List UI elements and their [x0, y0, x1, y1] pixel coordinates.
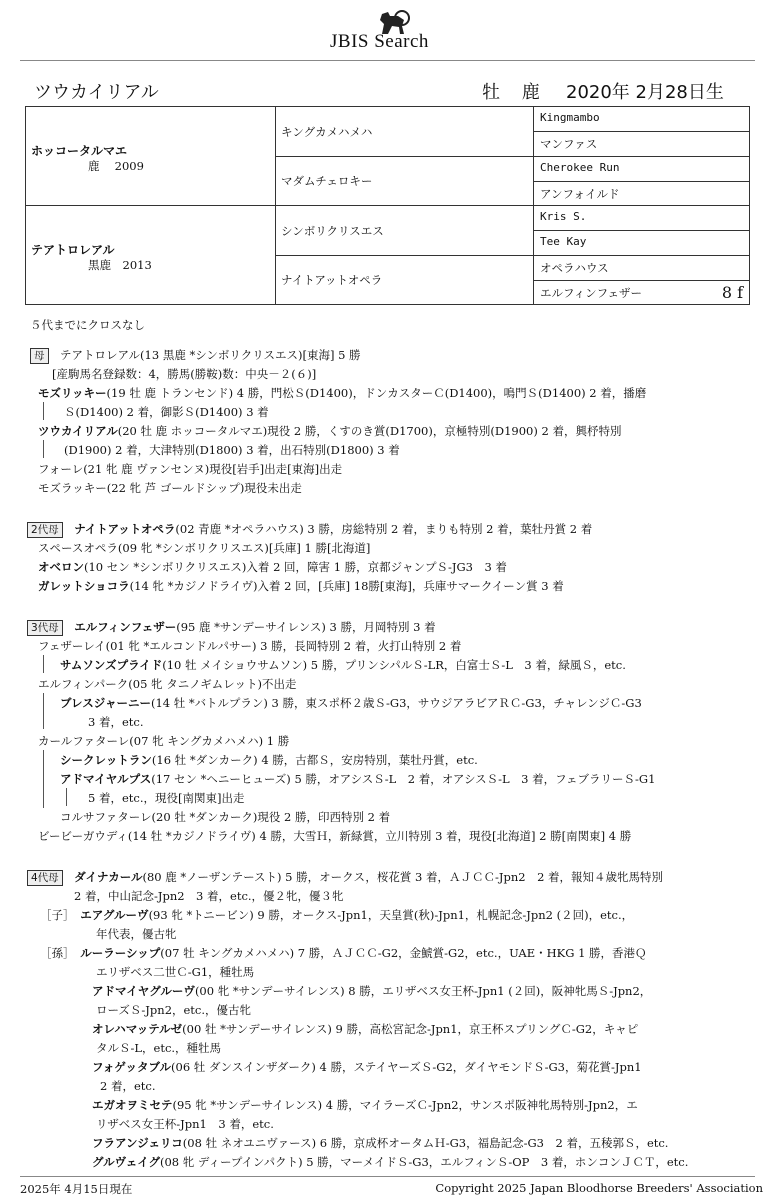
ssd-name[interactable]: マンファス	[540, 137, 598, 151]
generation-label: 4代母	[27, 870, 63, 886]
ss-name[interactable]: キングカメハメハ	[281, 125, 373, 139]
family-line	[96, 1115, 274, 1134]
horse-link[interactable]: ガレットショコラ	[38, 579, 130, 593]
family-line	[27, 618, 436, 637]
family-line	[96, 925, 177, 944]
family-line	[60, 694, 642, 713]
family-line	[38, 675, 297, 694]
family-line	[96, 1001, 251, 1020]
horse-link[interactable]: アドマイヤグルーヴ	[92, 984, 195, 998]
relation-label: ［孫］	[40, 946, 69, 960]
horse-record: (06 牡 ダンスインザダーク) 4 勝，ステイヤーズＳ-G2，ダイヤモンドＳ-G3，菊花賞-Jpn1	[171, 1060, 642, 1074]
family-line	[92, 1134, 668, 1153]
bottom-divider	[20, 1176, 755, 1177]
horse-link[interactable]: ナイトアットオペラ	[74, 522, 176, 536]
horse-record: (20 牡 鹿 ホッコータルマエ)現役 2 勝，くすのき賞(D1700)，京極特別(D1900) 2 着，興杼特別	[117, 424, 622, 438]
family-line	[38, 539, 370, 558]
horse-record: コルサファターレ(20 牡 *ダンカーク)現役 2 勝，印西特別 2 着	[60, 810, 391, 824]
family-line	[64, 403, 269, 422]
dd-name[interactable]: ナイトアットオペラ	[281, 273, 383, 287]
footer-copyright: Copyright 2025 Japan Bloodhorse Breeders' Association	[435, 1181, 763, 1195]
dam-name[interactable]: テアトロレアル	[31, 243, 115, 257]
horse-record: (14 牡 *バトルプラン) 3 勝，東スポ杯２歳Ｓ-G3，サウジアラビアＲＣ-G3，チャレンジＣ-G3	[150, 696, 642, 710]
pedigree-sd-cell	[276, 157, 534, 206]
horse-link[interactable]: モズリッキー	[38, 386, 107, 400]
pedigree-ddd-cell	[534, 281, 749, 304]
horse-link[interactable]: フラアンジェリコ	[92, 1136, 183, 1150]
family-line	[92, 982, 651, 1001]
sire-info: 鹿 2009	[88, 159, 144, 173]
horse-record: スペースオペラ(09 牝 *シンボリクリスエス)[兵庫] 1 勝[北海道]	[38, 541, 371, 555]
dam-info: 黒鹿 2013	[88, 258, 152, 272]
family-line	[92, 1058, 642, 1077]
horse-record: カールファターレ(07 牝 キングカメハメハ) 1 勝	[38, 734, 290, 748]
horse-record: Ｓ(D1400) 2 着，御影Ｓ(D1400) 3 着	[64, 405, 269, 419]
horse-name: ツウカイリアル	[34, 82, 159, 103]
horse-record: (08 牝 ディープインパクト) 5 勝，マーメイドＳ-G3，エルフィンＳ-OP 3 着，ホンコンＪＣＴ，etc.	[159, 1155, 689, 1169]
horse-link[interactable]: ツウカイリアル	[38, 424, 118, 438]
dsd-name[interactable]: Tee Kay	[540, 235, 587, 248]
generation-label: 2代母	[27, 522, 63, 538]
dds-name[interactable]: オペラハウス	[540, 261, 609, 275]
horse-record: エリザベス二世Ｃ-G1，種牡馬	[96, 965, 255, 979]
pedigree-dds-cell	[534, 256, 749, 281]
generation-label: 母	[30, 348, 49, 364]
horse-record: (95 鹿 *サンデーサイレンス) 3 勝，月岡特別 3 着	[176, 620, 436, 634]
family-line	[92, 1153, 688, 1172]
family-line	[38, 460, 342, 479]
family-line	[38, 479, 302, 498]
horse-record: フォーレ(21 牝 鹿 ヴァンセンヌ)現役[岩手]出走[東海]出走	[38, 462, 343, 476]
horse-record: (02 青鹿 *オペラハウス) 3 勝，房総特別 2 着，まりも特別 2 着，葉牡丹賞 2 着	[175, 522, 593, 536]
generation-label: 3代母	[27, 620, 63, 636]
sds-name[interactable]: Cherokee Run	[540, 161, 620, 174]
horse-record: ビービーガウディ(14 牡 *カジノドライヴ) 4 勝，大雪Ｈ，新緑賞，立川特別 3 着，現役[北海道] 2 勝[南関東] 4 勝	[38, 829, 632, 843]
horse-record: [産駒馬名登録数：4，勝馬(勝鞍)数：中央－２(６)]	[52, 367, 317, 381]
horse-link[interactable]: エルフィンフェザー	[74, 620, 177, 634]
horse-link[interactable]: ブレスジャーニー	[60, 696, 151, 710]
horse-birth-date: 2020年 2月28日生	[566, 82, 724, 103]
pedigree-sdd-cell	[534, 182, 749, 206]
horse-link[interactable]: アドマイヤルプス	[60, 772, 152, 786]
family-line	[30, 346, 361, 365]
horse-link[interactable]: サムソンズプライド	[60, 658, 163, 672]
top-divider	[20, 60, 755, 61]
horse-record: (14 牝 *カジノドライヴ)入着 2 回，[兵庫] 18勝[東海]，兵庫サマークイーン賞 3 着	[129, 579, 564, 593]
pedigree-dd-cell	[276, 256, 534, 304]
family-line	[88, 713, 144, 732]
pedigree-sire-cell	[26, 107, 276, 206]
tree-line	[43, 750, 44, 808]
sdd-name[interactable]: アンフォイルド	[540, 187, 620, 201]
sd-name[interactable]: マダムチェロキー	[281, 174, 373, 188]
horse-record: (00 牡 *サンデーサイレンス) 9 勝，高松宮記念-Jpn1，京王杯スプリングＣ-G2，キャピ	[182, 1022, 639, 1036]
horse-record: ローズＳ-Jpn2，etc.，優古牝	[96, 1003, 252, 1017]
horse-link[interactable]: ダイナカール	[74, 870, 143, 884]
horse-record: (16 牡 *ダンカーク) 4 勝，古都Ｓ，安房特別，葉牡丹賞，etc.	[151, 753, 478, 767]
horse-record: 年代表，優古牝	[96, 927, 177, 941]
family-line	[96, 1039, 221, 1058]
cross-note: ５代までにクロスなし	[30, 318, 145, 332]
family-line	[38, 732, 289, 751]
family-line	[38, 384, 646, 403]
family-line	[88, 789, 244, 808]
horse-record: 2 着，etc.	[100, 1079, 156, 1093]
horse-record: モズラッキー(22 牝 芦 ゴールドシップ)現役未出走	[38, 481, 302, 495]
horse-record: (95 牝 *サンデーサイレンス) 4 勝，マイラーズＣ-Jpn2，サンスポ阪神牝馬特別-Jpn2，エ	[172, 1098, 638, 1112]
tree-line	[43, 440, 44, 458]
horse-link[interactable]: シークレットラン	[60, 753, 152, 767]
horse-record: リザベス女王杯-Jpn1 3 着，etc.	[96, 1117, 274, 1131]
horse-record: 5 着，etc.，現役[南関東]出走	[88, 791, 245, 805]
pedigree-dsd-cell	[534, 231, 749, 256]
pedigree-dam-cell	[26, 206, 276, 304]
horse-link[interactable]: ルーラーシップ	[80, 946, 161, 960]
horse-record: (00 牝 *サンデーサイレンス) 8 勝，エリザベス女王杯-Jpn1 (２回)，阪神牝馬Ｓ-Jpn2，	[194, 984, 652, 998]
horse-record: (10 セン *シンボリクリスエス)入着 2 回，障害 1 勝，京都ジャンプＳ-JG3 3 着	[84, 560, 507, 574]
family-line	[38, 637, 461, 656]
horse-record: (07 牡 キングカメハメハ) 7 勝，ＡＪＣＣ-G2，金鯱賞-G2，etc.，UAE・HKG 1 勝，香港Ｑ	[160, 946, 647, 960]
pedigree-ss-cell	[276, 107, 534, 157]
sire-name[interactable]: ホッコータルマエ	[31, 144, 128, 158]
ds-name[interactable]: シンボリクリスエス	[281, 224, 384, 238]
dss-name[interactable]: Kris S.	[540, 210, 587, 223]
pedigree-sds-cell	[534, 157, 749, 182]
sss-name[interactable]: Kingmambo	[540, 111, 600, 124]
horse-link[interactable]: オレハマッテルゼ	[92, 1022, 183, 1036]
tree-line	[43, 402, 44, 420]
horse-link[interactable]: フォゲッタブル	[92, 1060, 172, 1074]
horse-record: 3 着，etc.	[88, 715, 144, 729]
horse-record: (19 牡 鹿 トランセンド) 4 勝，門松Ｓ(D1400)，ドンカスターＣ(D1400)，鳴門Ｓ(D1400) 2 着，播磨	[106, 386, 647, 400]
tree-line	[66, 788, 67, 806]
family-line	[38, 558, 507, 577]
horse-link[interactable]: エアグルーヴ	[80, 908, 149, 922]
family-line	[52, 365, 316, 384]
horse-record: 2 着，中山記念-Jpn2 3 着，etc.，優２牝，優３牝	[74, 889, 344, 903]
horse-record: (17 セン *ヘニーヒューズ) 5 勝，オアシスＳ-L 2 着，オアシスＳ-L 3 着，フェブラリーＳ-G1	[151, 772, 656, 786]
family-line	[27, 868, 663, 887]
ddd-name[interactable]: エルフィンフェザー	[540, 286, 643, 300]
horse-link[interactable]: エガオヲミセテ	[92, 1098, 173, 1112]
family-line	[64, 441, 400, 460]
family-line	[100, 1077, 156, 1096]
horse-record: テアトロレアル(13 黒鹿 *シンボリクリスエス)[東海] 5 勝	[60, 348, 361, 362]
tree-line	[43, 693, 44, 729]
inbreed-count: 8 f	[721, 283, 743, 302]
pedigree-ds-cell	[276, 206, 534, 256]
family-line	[92, 1020, 638, 1039]
horse-record: フェザーレイ(01 牝 *エルコンドルパサー) 3 勝，長岡特別 2 着，火打山特別 2 着	[38, 639, 462, 653]
family-line	[38, 577, 564, 596]
tree-line	[43, 655, 44, 673]
family-line	[96, 963, 254, 982]
horse-record: (08 牡 ネオユニヴァース) 6 勝，京成杯オータムＨ-G3，福島記念-G3 2 着，五稜郭Ｓ，etc.	[182, 1136, 669, 1150]
pedigree-table	[25, 106, 750, 305]
family-line	[60, 808, 390, 827]
horse-record: タルＳ-L，etc.，種牡馬	[96, 1041, 222, 1055]
family-line	[60, 751, 478, 770]
horse-record: エルフィンパーク(05 牝 タニノギムレット)不出走	[38, 677, 297, 691]
jbis-logo[interactable]	[330, 8, 460, 54]
pedigree-ssd-cell	[534, 132, 749, 157]
horse-record: (93 牝 *トニービン) 9 勝，オークス-Jpn1，天皇賞(秋)-Jpn1，札幌記念-Jpn2 (２回)，etc.，	[148, 908, 634, 922]
logo-text: JBIS Search	[330, 31, 429, 52]
family-line	[27, 520, 592, 539]
family-line	[74, 887, 344, 906]
horse-sex-color: 牡 鹿	[482, 82, 548, 103]
family-line	[92, 1096, 638, 1115]
relation-label: ［子］	[40, 908, 69, 922]
footer-date: 2025年 4月15日現在	[20, 1182, 133, 1196]
family-line	[38, 422, 621, 441]
horse-link[interactable]: オベロン	[38, 560, 84, 574]
horse-link[interactable]: グルヴェイグ	[92, 1155, 160, 1169]
family-line	[40, 944, 647, 963]
family-line	[38, 827, 631, 846]
horse-record: (80 鹿 *ノーザンテースト) 5 勝，オークス，桜花賞 3 着，ＡＪＣＣ-Jpn2 2 着，報知４歳牝馬特別	[142, 870, 664, 884]
horse-record: (D1900) 2 着，大津特別(D1800) 3 着，出石特別(D1800) 3 着	[64, 443, 400, 457]
family-line	[40, 906, 633, 925]
family-line	[60, 770, 655, 789]
family-line	[60, 656, 626, 675]
pedigree-sss-cell	[534, 107, 749, 132]
pedigree-dss-cell	[534, 206, 749, 231]
horse-record: (10 牡 メイショウサムソン) 5 勝，プリンシパルＳ-LR，白富士Ｓ-L 3 着，緑風Ｓ，etc.	[162, 658, 626, 672]
